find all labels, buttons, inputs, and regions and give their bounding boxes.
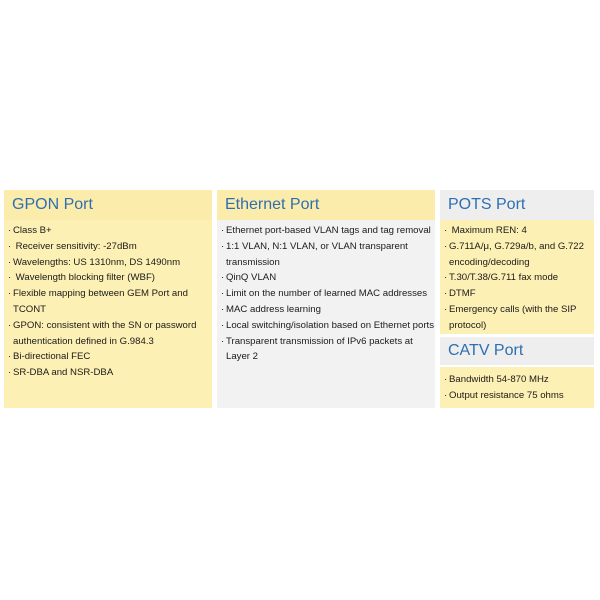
catv-port-body — [440, 367, 594, 408]
gpon-port-body — [4, 220, 212, 408]
ethernet-port-heading: Ethernet Port — [217, 190, 435, 220]
gpon-port-panel — [4, 190, 212, 408]
ethernet-feature-item: · 1:1 VLAN, N:1 VLAN, or VLAN transparent transmission — [217, 239, 435, 271]
pots-feature-item: · DTMF — [440, 286, 594, 302]
pots-feature-item: · Emergency calls (with the SIP protocol) — [440, 302, 594, 334]
catv-port-panel — [440, 337, 594, 408]
pots-feature-item: · Maximum REN: 4 — [440, 223, 594, 239]
ethernet-feature-item: · Limit on the number of learned MAC addresses — [217, 286, 435, 302]
ethernet-feature-item: · Transparent transmission of IPv6 packets at Layer 2 — [217, 334, 435, 366]
ethernet-feature-item: · MAC address learning — [217, 302, 435, 318]
gpon-port-list — [4, 223, 212, 381]
gpon-feature-item: · Bi-directional FEC — [4, 349, 212, 365]
catv-port-list — [440, 372, 594, 404]
pots-feature-item: · G.711A/μ, G.729a/b, and G.722 encoding/decoding — [440, 239, 594, 271]
ethernet-port-panel — [217, 190, 435, 408]
gpon-feature-item: · Class B+ — [4, 223, 212, 239]
gpon-feature-item: · GPON: consistent with the SN or password authentication defined in G.984.3 — [4, 318, 212, 350]
gpon-feature-item: · Receiver sensitivity: -27dBm — [4, 239, 212, 255]
gpon-feature-item: · Wavelengths: US 1310nm, DS 1490nm — [4, 255, 212, 271]
gpon-feature-item: · SR-DBA and NSR-DBA — [4, 365, 212, 381]
ethernet-feature-item: · Ethernet port-based VLAN tags and tag removal — [217, 223, 435, 239]
ethernet-port-list — [217, 223, 435, 365]
pots-port-body — [440, 220, 594, 334]
catv-port-heading: CATV Port — [440, 337, 594, 365]
pots-port-panel — [440, 190, 594, 334]
ethernet-feature-item: · Local switching/isolation based on Ethernet ports — [217, 318, 435, 334]
catv-feature-item: · Bandwidth 54-870 MHz — [440, 372, 594, 388]
gpon-feature-item: · Wavelength blocking filter (WBF) — [4, 270, 212, 286]
gpon-feature-item: · Flexible mapping between GEM Port and TCONT — [4, 286, 212, 318]
ethernet-feature-item: · QinQ VLAN — [217, 270, 435, 286]
pots-port-heading: POTS Port — [440, 190, 594, 220]
ethernet-port-body — [217, 220, 435, 408]
gpon-port-heading: GPON Port — [4, 190, 212, 220]
catv-feature-item: · Output resistance 75 ohms — [440, 388, 594, 404]
pots-port-list — [440, 223, 594, 334]
pots-feature-item: · T.30/T.38/G.711 fax mode — [440, 270, 594, 286]
